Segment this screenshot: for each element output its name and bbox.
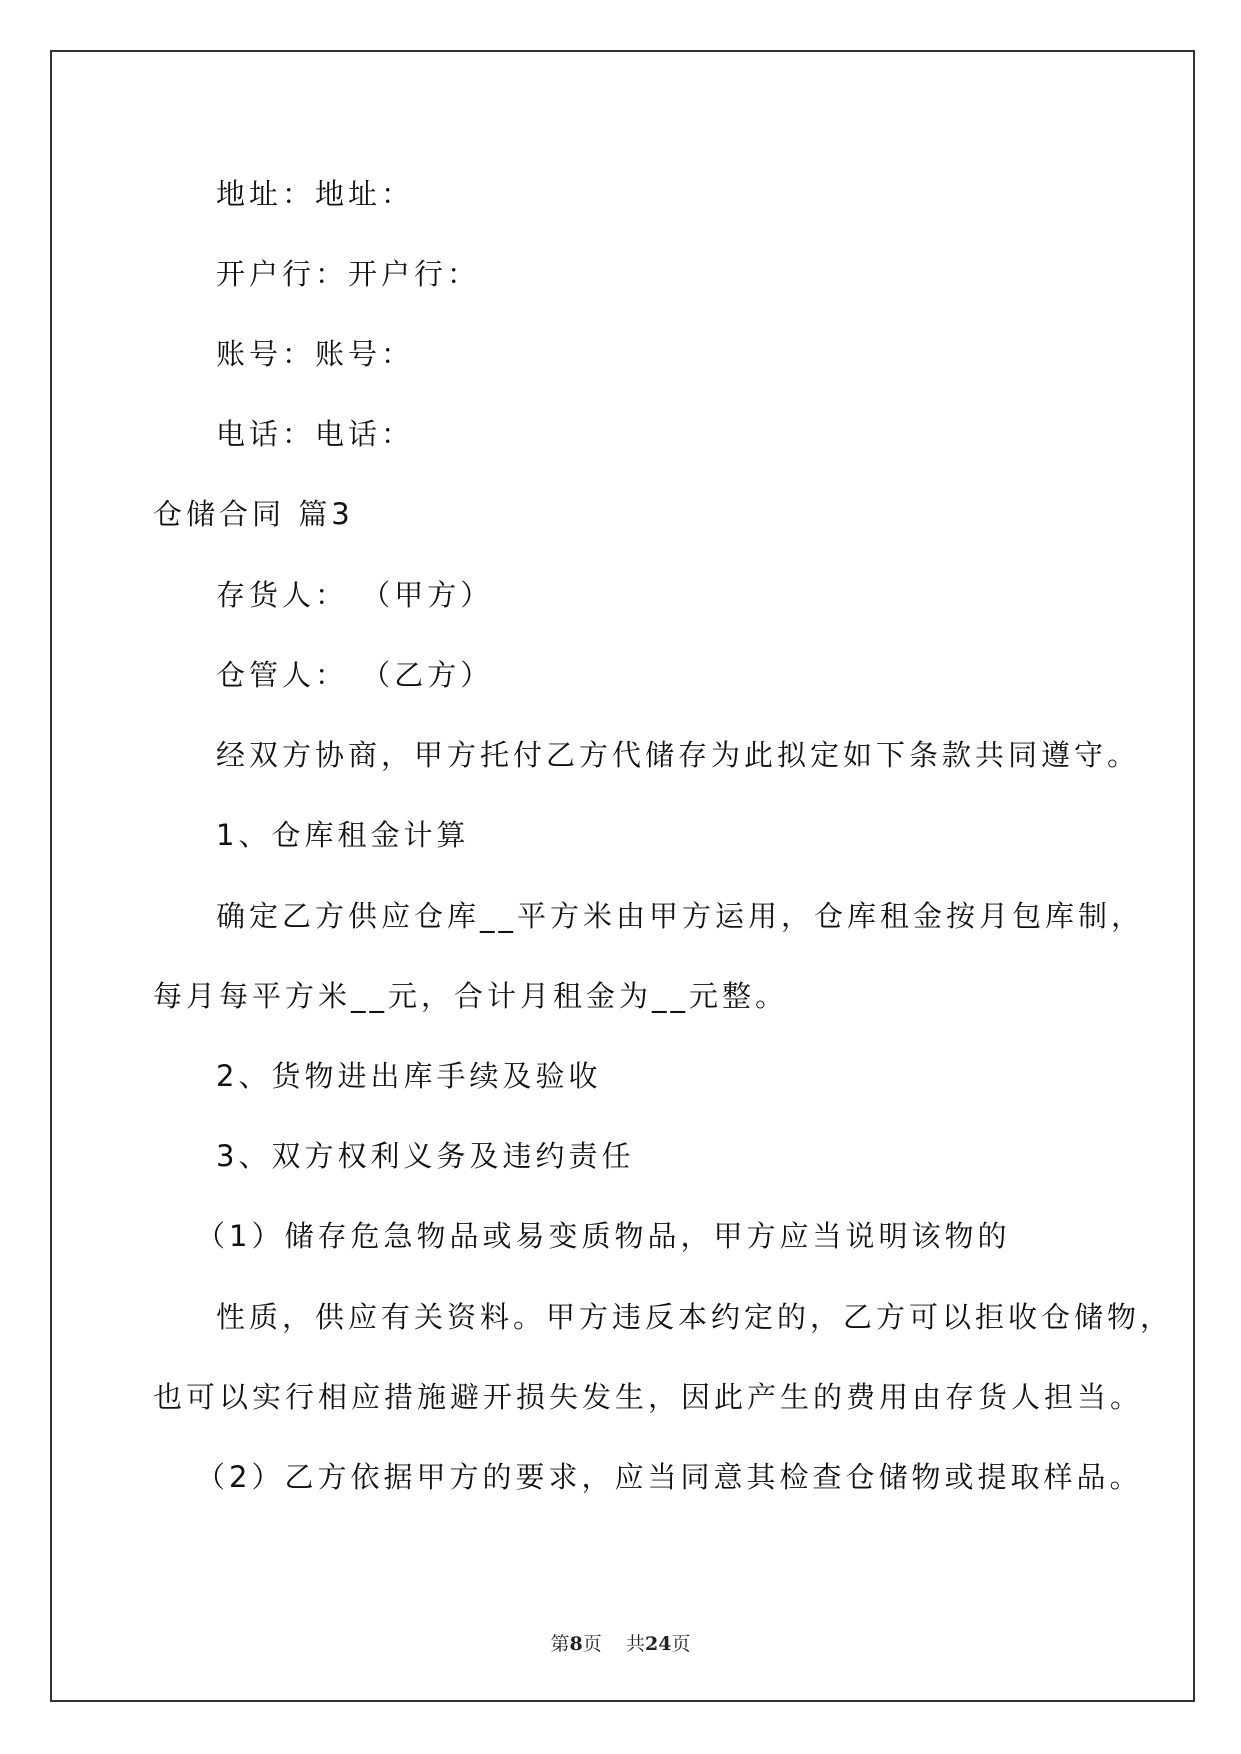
footer-prefix: 第 <box>550 1633 570 1655</box>
clause-1-heading: 1、仓库租金计算 <box>216 818 470 852</box>
bank-line: 开户行：开户行： <box>216 257 481 291</box>
section-heading: 仓储合同 篇3 <box>153 497 354 531</box>
footer-page-number: 8 <box>569 1633 583 1655</box>
footer-total-pages: 24 <box>644 1633 672 1655</box>
depositor-line: 存货人： （甲方） <box>216 578 494 612</box>
phone-line: 电话：电话： <box>216 417 415 451</box>
item-1-line-3: 也可以实行相应措施避开损失发生，因此产生的费用由存货人担当。 <box>153 1380 1144 1414</box>
warehouse-keeper-line: 仓管人： （乙方） <box>216 658 494 692</box>
clause-1-text-line-2: 每月每平方米__元，合计月租金为__元整。 <box>153 979 789 1013</box>
address-line: 地址：地址： <box>216 177 415 211</box>
page-border <box>50 50 1195 1702</box>
item-2-line: （2）乙方依据甲方的要求，应当同意其检查仓储物或提取样品。 <box>196 1460 1143 1494</box>
footer-total-prefix: 共 <box>625 1633 645 1655</box>
clause-1-text-line-1: 确定乙方供应仓库__平方米由甲方运用，仓库租金按月包库制， <box>216 899 1145 933</box>
clause-3-heading: 3、双方权利义务及违约责任 <box>216 1139 635 1173</box>
intro-paragraph: 经双方协商，甲方托付乙方代储存为此拟定如下条款共同遵守。 <box>216 738 1141 772</box>
account-line: 账号：账号： <box>216 337 415 371</box>
footer-total-suffix: 页 <box>671 1633 691 1655</box>
item-1-line-2: 性质，供应有关资料。甲方违反本约定的，乙方可以拒收仓储物， <box>216 1300 1174 1334</box>
item-1-line-1: （1）储存危急物品或易变质物品，甲方应当说明该物的 <box>196 1219 1011 1253</box>
clause-2-heading: 2、货物进出库手续及验收 <box>216 1059 602 1093</box>
page-footer <box>0 1632 1241 1656</box>
footer-page-suffix: 页 <box>582 1633 602 1655</box>
